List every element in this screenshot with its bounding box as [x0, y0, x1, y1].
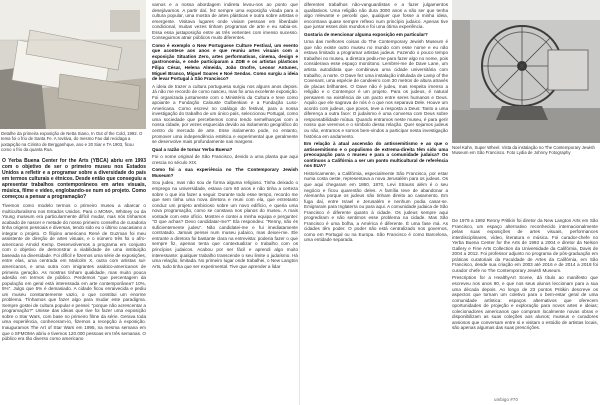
- answer-paragraph: diferentes trabalhos não-vanguardistas e a fazer julgamentos qualitativos. Uma religião não dura 3000 anos a não ser que tenha algo relevante e percebi que, qualquer que fosse a minha ideia, encontrava quase sempre reflexo num princípio judaico. Apenas tive que juntar esses dois mundos e foi uma ótima experiência.: [304, 2, 448, 30]
- answer-paragraph: Uma das melhores coisas do The Contemporary Jewish Museum é que não existe outro museu no mundo com esse nome e eu não estava limitado a programar artistas judeus. Fazendo o pouco tempo trabalhei no museu, a diretora pediu-me para fazer algo no nome, pois considerava esse espaço monótono. Lembrei-me de Dave Lane, um artista autodidata que combinava uma cidade universitária com trabalho, a norte. O Dave fez uma instalação intitulada de Lamp of the Covenant, uma espécie de candeeiro com 30 metros de altura através de placas brilhantes. O Dave não é judeu, mas respeita imenso a religião e o Contempor é um projeto. Para os judeus, é natural pensarem na existência de um pacto entre seres humanos e Deus. Aquilo que ele sagrava de nós é o que nos separava Dele. Houve um acordo com judeus, que povos, teve a resposta a Deus: Tanto a uma diferença a outra face: O judaísmo é uma conversa com Deus sobre responsabilidade mútua. Quando entramos neste museu, é para gerir nosso que veremos e o símbolo dessa relação. Quer sejamos judeus ou não, entramos e somos bem-vindos a participar nesta investigação histórica em andamento.: [304, 39, 448, 139]
- article-column-4: [452, 218, 598, 333]
- interview-question: Qual a razão de tornar Yerba Buena?: [152, 146, 233, 152]
- article-column-1: [2, 158, 146, 344]
- interview-question: Como é exemplo o New Portuguese Culture Festival, um evento que acontece aos anos e que reuniu artes visuais com a exposição Situation Zero, artes performativas, cinema, design e gastronomia, e onde participaram a ZDB e os artistas plásticos Filipa César, Helena Almeida, João Onofre, Leonor Antunes, Miguel Branco, Miguel Soares e Noé Sendas. Como surgiu a ideia de levar Portugal à São Francisco?: [152, 42, 298, 82]
- manifesto-paragraph: Prescription for a HealthyArt Scene, dá título ao manifesto que escreveu nos anos 90, e que nos seus alunos leccionam para a sua uma década depois. Ao longo de 23 pontos Pritikin descreve os aspectos que tornam um coletivo para o bem-estar geral de uma comunidade artística: espaços alternativos que oferecem oportunidades de projeção e exploração para novos artes e ideias; colecionadores americanos que compram localmente novas obras e disponibilizam as suas coleções aos alunos; museus e curadores ansiosos que conversam entre si e visitam o estúdio de artistas locais, são apenas algumas das suas prescrições.: [452, 275, 598, 331]
- article-column-3: [304, 2, 448, 245]
- answer-paragraph: Tivemos como modelo termos o primeiro museu a abarcar o multiculturalismo nos Estados Unidos. Para o MOMA, Whitney ou da Young museum era particularmente difícil mudar, mas nós tínhamos acabado de nascer e metade do nosso primeiro conselho de curadoria tinha origens pessoais e diversas, tendo sido eu o último caucasiano a integrar o projeto. O filipino americano René de Guzman foi meu assistente de direção de artes visuais, e o número três foi o afro-americano Arnold Kemp. Desenvolvemos a programa em conjunto com o objetivo de demonstrar a viabilidade de uma instituição baseada na diversidade. Foi difícil e fizemos uma série de exposições, entre elas, uma centrada em Malcolm X, outra com artistas sul-americanos, e uma outra com imigrantes asiático-americanos de primeira geração. As mostras tinham qualidade, mas muito pouca adesão em termos de público. Perdemos "que percentagem da população em geral está interessada em arte contemporânea? 10%, 5%". Julgo que 5% é demasiado. A cidade ficou enraivecida e pediu um museu constantemente vazio, o que constitui um enorme problema. Tínhamos que fazer algo para mudar este paradigma. Sempre gostei de cultura popular e pensei: "porque não acrescentar a programação?" Unisse das ideias que tive foi fazer uma exposição sobre o Star Wars, com base no primeiro filme da série. Gerava toda uma experiência, conheceram-lo, fizemos a recepção à exposição. Inauguramos The Art of Star Wars em 1995, na mesma semana em que o SFMOMA abriu e tivemos 120.000 pessoas em três semanas. O público era tão diverso como americano: [2, 203, 147, 342]
- article-column-2: [152, 2, 298, 271]
- answer-paragraph: vamos e a nossa abordagem indireta levou-nos ao ponto que desejávamos. A partir daí, fez sempre uma exposição virada para a cultura popular, uma mostra de artes plásticas e outra sobre artistas e emergente. Visitava lugares onde viviam pessoas em liberdade condicional, muitas vezes tinham programas de arte e eu sabia-os. Essa essa justaposição entre as três vertentes com imenso sucesso. Conseguimos atrair públicos muito diferentes.: [152, 2, 298, 41]
- interview-question-lead: O Yerba Buena Center for the Arts (YBCA) abriu em 1993 com o objetivo de ser o primeiro museu nos Estados Unidos a refletir e a programar sobre a diversidade do país em termos culturais e étnicos. Desde então que conseguiu a apresentar trabalhos contemporâneos em artes visuais, música, filme e vídeo, englobando-se num só projeto. Como começou a pensar a programação?: [2, 158, 146, 200]
- left-photo-caption: Detalhe da primeira exposição de Netta Siano, In Out of the Cold, 1992. O tema foi o frio de Santa Fe. A rovitiva, do mesmo Fao dal recidaga a juxtapição na Cirinito de Bergganhque, ano e 20 Siar e TA 1903, ficou como o frio da quanta Rua.: [1, 131, 143, 152]
- bio-paragraph: De 1979 a 1992 Renny Pritikin foi diretor da New Langton Arts em São Francisco, um espaço alternativo reconhecido internacionalmente pelas suas exposições de artes visuais, performances interdisciplinares, vídeo, literatura e música. Foi curador-chefe no Yerba Buena Center for the Arts de 1993 a 2004 e diretor da Nelson Gallery e Fine Arts Collection da Universidade da Califórnia, Davis de 2004 a 2012. Foi professor adjunto no programa de pós-graduação em práticas curatoriais da Faculdade de Artes da Califórnia, em São Francisco, desde sua criação em 2003 até 2016 e de 2014 a 2018 foi curador chefe no The Contemporary Jewish Museum.: [452, 218, 598, 273]
- exhibition-photo-left: [0, 0, 146, 129]
- interview-question: Gostaria de mencionar alguma exposição em particular?: [304, 31, 428, 37]
- right-photo-caption: Noel Kahn, Super Wheel. Vista da instalação no The Contemporary Jewish Museum em São Francisco. Foto Lydia de Johnny Fotography: [452, 145, 595, 156]
- answer-paragraph: Historicamente, a Califórnia, especialmente São Francisco, por estar numa costa oeste, representava a nova Jerusalém para os judeus. Os que aqui chegaram em 1860, 1870, Levi Strauss além é o seu negócio e ficou quarentão deles. A família teve de abandonar a Alemanha porque os judeus não tinham direito ao casamento. Em fuga daí, entre Israel e Jerusalém e nenhum podia casar-se. Emigraram para Inglaterra ou para aqui. A comunidade judaica de São Francisco é diferente quanto à cidade. Os judeus sempre aqui progrediram e não sentimos esse problema na cidade. Mas São Francisco é uma bolha, a América é diferente. É uma fase má. As cidades têm poder. O poder não está centralizado nos governos, como em Portugal ou na Europa. São Francisco é como Barcelona, uma entidade separada.: [304, 170, 448, 243]
- exhibition-photo-right: [452, 0, 600, 143]
- spread-gutter: [299, 0, 300, 405]
- interview-question: Como foi a sua experiência no The Contemporary Jewish Museum?: [152, 167, 298, 178]
- answer-paragraph: Sou judeu, mas não sou de forma alguma religioso. Tinha deixado o emprego na universidade, estava com 60 anos e não tinha a certeza sobre o que iria fazer a seguir. Durante todo esse tempo, recordo me que sem tinha uma nova diretora e reuni com ela, que entretanto conduz um projeto ambicioso sobre um novo edifício, e queria uma nova programação, como se constava nos planos do museu. A mais vontade com este ofício. Mostrei e contei a minha equipa e perguntei: "O que achas? Devo candidatar-me?" Ela respondeu: "Renny, não és suficientemente judeu". Não candidatei-me e fui imediatamente contratado. Jamais pensei num museu judaico, mas deixei-me. Ele entrante a diretora foi bastante clara na entrevista: poderia fazer o que sempre fiz, apenas tenta que contextualizar o trabalho com os princípios judaicos. Acabou por ser fácil e aprendi algo muito interessante: qualquer trabalho transcende o seu limite o judaísmo. Há uma relação, limitada. No primeiro lugar onde trabalhei, o New Langton Arts, tudo tinha que ser experimental. Tive que aprender a lidar: [152, 180, 298, 269]
- answer-paragraph: A ideia de trazer a cultura portuguesa surgiu nos alguns anos depois. Já não me recordo de como nasceu, mas foi uma excelente exposição. Foi organizada juntamente com o Ministério da Cultura e teve como apoiante a Fundação Calouste Gulbenkian e a Fundação Luso-Americana. Como escrevi no catálogo do festival, para a nossa investigação do trabalho de um único país, seleccionou Portugal, como uma sociedade que percebemos como tendo semelhanças com a nossa cidade, por vezes esquecida devido ao isolamento geográfico do centro do mercado de arte. Esse isolamento pode, no entanto, promover uma independência estética e experimental que geralmente se desenvolve mais profundamente nas margens.: [152, 83, 298, 145]
- page-folio: umbigo #70: [494, 397, 518, 402]
- answer-paragraph: Foi o nome original de São Francisco, devido a uma planta que aqui crescia no século XIX.: [152, 154, 298, 165]
- interview-question: Em relação à atual ascensão do antissemitismo e ao que o antissemitismo e o populismo de extrema-direita têm sido uma preocupação para o museu e para a comunidade judaica? Os contínuos a Califórnia a ser um ponto multicultural de referência nos EUA?: [304, 141, 448, 169]
